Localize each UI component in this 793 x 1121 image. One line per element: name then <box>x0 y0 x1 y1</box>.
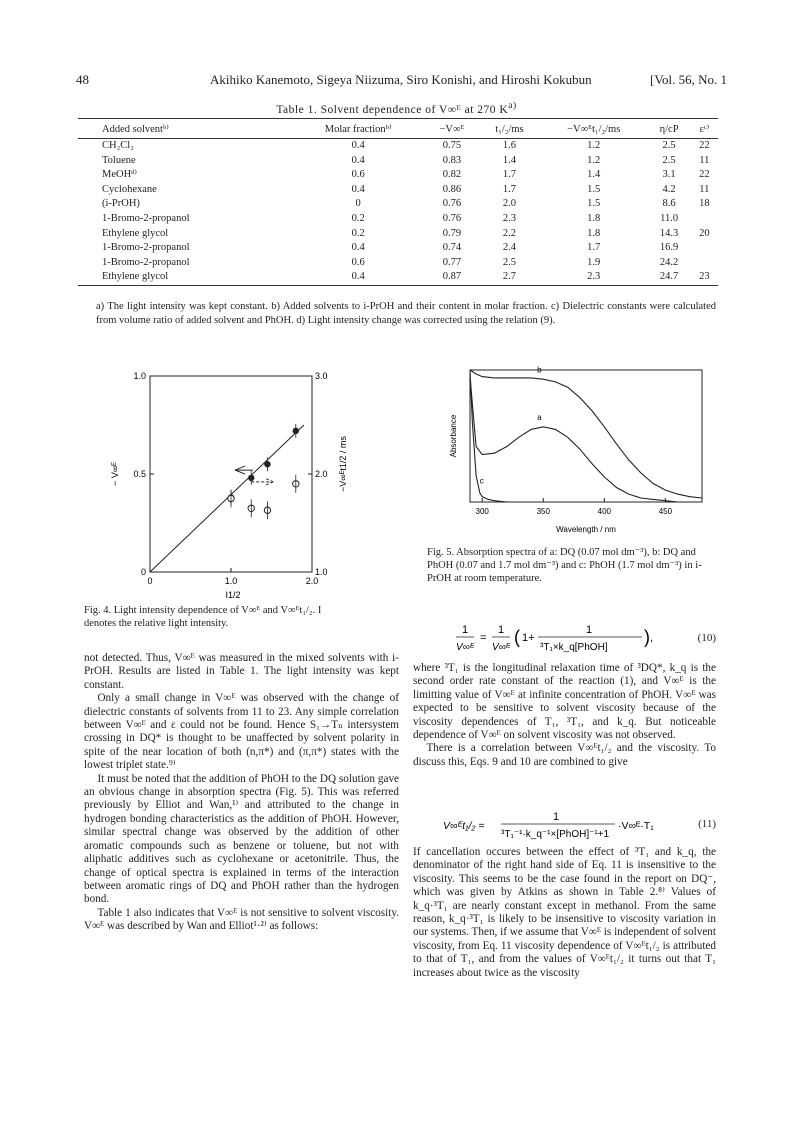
y-axis-label: Absorbance <box>449 414 458 458</box>
table-cell <box>691 241 718 256</box>
table-cell: 0.4 <box>292 270 425 285</box>
col-header: −V∞ᴱt₁/₂/ms <box>540 119 648 139</box>
table-cell: 0.4 <box>351 140 365 151</box>
table-row <box>78 154 718 169</box>
svg-text:1: 1 <box>462 624 469 636</box>
svg-text:1: 1 <box>586 624 593 636</box>
table-cell: 0.2 <box>351 212 365 224</box>
col-header: t₁/₂/ms <box>479 119 540 139</box>
table-cell: 2.5 <box>502 256 517 268</box>
table-row <box>78 270 718 285</box>
svg-text:(: ( <box>514 627 520 647</box>
table-cell: 1.2 <box>587 154 601 166</box>
x-tick-label: 1.0 <box>224 576 238 586</box>
col-header: η/cP <box>648 119 691 139</box>
series-label-c: c <box>479 476 484 486</box>
x-tick-label: 400 <box>597 507 611 516</box>
table-row <box>78 139 718 154</box>
table-cell: 22 <box>699 169 710 181</box>
y-tick-label: 0 <box>140 567 146 577</box>
table-cell: 0.75 <box>442 140 462 151</box>
table-cell <box>691 256 718 271</box>
col-header: εᶜ⁾ <box>691 119 718 139</box>
x-axis-label: I1/2 <box>225 590 241 600</box>
table-cell: 0.77 <box>442 256 462 268</box>
table-cell: 1-Bromo-2-propanol <box>102 242 190 254</box>
table-cell: Ethylene glycol <box>78 270 292 285</box>
table1-caption-sup: a) <box>508 100 517 111</box>
paragraph: Table 1 also indicates that V∞ᴱ is not sensitive to solvent viscosity. V∞ᴱ was described by Wan and Elliot¹·²⁾ as follows: <box>84 906 399 933</box>
table-cell: 20 <box>699 227 710 239</box>
table-cell: (i-PrOH) <box>102 198 140 210</box>
table-cell: 1-Bromo-2-propanol <box>102 212 190 224</box>
table-cell: 0.4 <box>351 154 365 166</box>
table-cell: Ethylene glycol <box>102 227 169 239</box>
equation-10 <box>456 620 716 656</box>
table-cell: 2.5 <box>662 154 676 166</box>
equation-10-graphic <box>456 620 716 656</box>
y-tick-label: 0.5 <box>133 469 146 479</box>
table-cell: 2.0 <box>502 198 517 210</box>
table-cell: 0.79 <box>442 227 462 239</box>
table-cell: 0.74 <box>442 242 462 254</box>
table-cell: 2.5 <box>662 140 676 151</box>
paragraph: Only a small change in V∞ᴱ was observed with the change of dielectric constants of solvents from 11 to 23. Any simple correlation between V∞ᴱ and ε could not be found. Hence S₁→Tₙ intersystem crossing in DQ* is thought to be unaffected by solvent polarity in spite of the near location of both (n,π*) and (π,π*) states with the lowest triplet state.⁹⁾ <box>84 692 399 772</box>
col-header: Molar fractionᵇ⁾ <box>292 119 425 139</box>
table-cell: 1.7 <box>587 242 601 254</box>
table-cell: 0 <box>355 198 361 210</box>
right-column-part2 <box>413 846 716 980</box>
table-row <box>78 227 718 242</box>
table1-caption-text: Table 1. Solvent dependence of V∞ᴱ at 270 K <box>276 103 509 116</box>
x-axis-label: Wavelength / nm <box>556 525 616 534</box>
table-cell: 14.3 <box>659 227 679 239</box>
y2-axis-label: −V∞ᴱt1/2 / ms <box>338 436 348 492</box>
svg-text:1+: 1+ <box>522 632 535 644</box>
table-cell: 4.2 <box>662 183 676 195</box>
y-axis-label: − V∞ᴱ <box>110 462 120 486</box>
table-cell: 22 <box>699 140 710 151</box>
series-label-b: b <box>537 365 542 375</box>
table-cell: MeOHᵈ⁾ <box>102 169 138 181</box>
equation-10-number: (10) <box>697 632 716 644</box>
svg-text:³T₁⁻¹·k_q⁻¹×[PhOH]⁻¹+1: ³T₁⁻¹·k_q⁻¹×[PhOH]⁻¹+1 <box>501 829 610 840</box>
table1-footnote: a) The light intensity was kept constant. b) Added solvents to i-PrOH and their content in molar fraction. c) Dielectric constants were calculated from volume ratio of added solvent and PhOH. d) Light intensity change was corrected using the relation (9). <box>96 301 716 326</box>
table-cell: 1.7 <box>502 183 517 195</box>
table-cell: 0.82 <box>442 169 462 181</box>
svg-text:³T₁×k_q[PhOH]: ³T₁×k_q[PhOH] <box>540 642 608 653</box>
table-cell: 0.87 <box>425 270 479 285</box>
table-cell: 1.9 <box>587 256 601 268</box>
series-label-a: a <box>537 413 542 423</box>
x-tick-label: 450 <box>658 507 673 516</box>
table-cell: 23 <box>691 270 718 285</box>
table-cell: 24.2 <box>659 256 679 268</box>
table-cell: 1.7 <box>502 169 517 181</box>
svg-text:V∞ᴱt₁/₂ =: V∞ᴱt₁/₂ = <box>443 820 485 832</box>
x-tick-label: 2.0 <box>305 576 319 586</box>
table-cell: 3.1 <box>662 169 676 181</box>
table-cell: 16.9 <box>659 242 679 254</box>
table-cell: 0.86 <box>442 183 462 195</box>
spectrum-line-b <box>470 370 702 498</box>
table-cell: 1.5 <box>587 183 601 195</box>
x-tick-label: 350 <box>536 507 550 516</box>
table1 <box>78 118 718 286</box>
spectrum-line-a <box>470 377 702 502</box>
x-tick-label: 300 <box>475 507 489 516</box>
svg-text:,: , <box>650 632 654 644</box>
table-cell: 0.6 <box>351 169 365 181</box>
arrow-left-indicator <box>235 466 253 474</box>
table-cell <box>691 212 718 227</box>
table-cell: 1.4 <box>502 154 517 166</box>
volume-info: [Vol. 56, No. 1 <box>650 72 728 87</box>
svg-text:1: 1 <box>553 811 560 823</box>
y2-tick-label: 2.0 <box>315 469 328 479</box>
equation-11 <box>413 808 716 842</box>
table-cell: 1-Bromo-2-propanol <box>102 256 190 268</box>
table-cell: 1.5 <box>587 198 601 210</box>
table1-header-row <box>78 119 718 139</box>
y2-tick-label: 1.0 <box>315 567 328 577</box>
figure-5-chart <box>430 362 710 542</box>
paragraph: If cancellation occures between the effect of ³T₁ and k_q, the denominator of the right hand side of Eq. 11 is insensitive to the viscosity. This seems to be the case found in the report on DQ⁻, which was given by Atkins as shown in Table 2.⁸⁾ Values of k_q·³T₁ are nearly constant except in methanol. From the same reason, k_q·³T₁ is likely to be insensitive to viscosity variation in our systems. Then, if we assume that V∞ᴱ is independent of solvent viscosity, from Eq. 11 viscosity dependence of V∞ᴱt₁/₂ is attributed to that of T₁, and from the values of V∞ᴱt₁/₂ it turns out that T₁ increases about twice as the viscosity <box>413 846 716 979</box>
equation-11-number: (11) <box>698 818 716 830</box>
figure-4-chart <box>100 362 360 602</box>
table-cell: 2.3 <box>540 270 648 285</box>
table-cell: 0.6 <box>351 256 365 268</box>
table-cell: 0.76 <box>442 198 462 210</box>
table-row <box>78 212 718 227</box>
table-cell: 1.8 <box>587 212 601 224</box>
paragraph: There is a correlation between V∞ᴱt₁/₂ and the viscosity. To discuss this, Eqs. 9 and 10 are combined to give <box>413 742 716 768</box>
running-authors: Akihiko Kanemoto, Sigeya Niizuma, Siro Konishi, and Hiroshi Kokubun <box>210 72 592 87</box>
equation-11-graphic <box>413 808 673 842</box>
table-row <box>78 241 718 256</box>
arrow-right-indicator <box>251 479 273 485</box>
page-number: 48 <box>76 72 89 87</box>
col-header: Added solventᵇ⁾ <box>78 119 292 139</box>
table-cell: 18 <box>699 198 710 210</box>
table-cell: 2.7 <box>479 270 540 285</box>
x-tick-label: 0 <box>147 576 153 586</box>
table-cell: 8.6 <box>662 198 676 210</box>
table-cell: 0.4 <box>351 183 365 195</box>
svg-text:1: 1 <box>498 624 505 636</box>
table-cell: Cyclohexane <box>102 183 157 195</box>
svg-text:V∞ᴱ: V∞ᴱ <box>492 642 511 653</box>
table-cell: 2.2 <box>502 227 517 239</box>
table-cell: 0.2 <box>351 227 365 239</box>
plot-frame <box>470 370 702 502</box>
table-cell: 1.4 <box>587 169 601 181</box>
figure-5-caption: Fig. 5. Absorption spectra of a: DQ (0.07 mol dm⁻³), b: DQ and PhOH (0.07 and 1.7 mol dm⁻³) and c: PhOH (1.7 mol dm⁻³) in i-PrOH at room temperature. <box>427 547 702 584</box>
left-column <box>84 652 399 934</box>
table-row <box>78 183 718 198</box>
table-cell: CH₂Cl₂ <box>102 140 134 151</box>
table-cell: Toluene <box>102 154 136 166</box>
table-cell: 0.83 <box>442 154 462 166</box>
svg-text:=: = <box>480 632 487 644</box>
table-cell: 11 <box>699 183 710 195</box>
table-cell: 1.6 <box>502 140 517 151</box>
table-cell: 11 <box>699 154 710 166</box>
paragraph: It must be noted that the addition of PhOH to the DQ solution gave an obvious change in absorption spectra (Fig. 5). This was referred previously by Elliot and Wan,¹⁾ and attributed to the change in hydrogen bonding characteristics as the addition of PhOH. However, similar spectral change was observed by the addition of other aromatic compounds such as benzene or toluene, but not with aliphatic additives such as cyclohexane or acetonitrile. Thus, the change of optical spectra is explained in terms of the interaction between aromatic rings of DQ and PhOH rather than the hydrogen bond. <box>84 772 399 906</box>
table-cell: 0.76 <box>442 212 462 224</box>
table-cell: 24.7 <box>648 270 691 285</box>
table-cell: 1.8 <box>587 227 601 239</box>
fit-line <box>150 425 304 572</box>
table1-caption <box>0 100 793 116</box>
table-row <box>78 197 718 212</box>
plot-frame <box>150 376 312 572</box>
table-row <box>78 168 718 183</box>
col-header: −V∞ᴱ <box>425 119 479 139</box>
table-row <box>78 256 718 271</box>
y-tick-label: 1.0 <box>133 371 146 381</box>
table-cell: 0.4 <box>351 242 365 254</box>
table-cell: 1.2 <box>587 140 601 151</box>
paragraph: not detected. Thus, V∞ᴱ was measured in the mixed solvents with i-PrOH. Results are listed in Table 1. The light intensity was kept constant. <box>84 652 399 691</box>
spectrum-line-c <box>470 370 702 502</box>
y2-tick-label: 3.0 <box>315 371 328 381</box>
table-cell: 11.0 <box>660 212 679 224</box>
paragraph: where ³T₁ is the longitudinal relaxation time of ³DQ*, k_q is the second order rate constant of the reaction (1), and V∞ᴱ is the limitting value of V∞ᴱ at infinite concentration of PhOH. V∞ᴱ was expected to be sensitive to solvent viscosity because of the viscosity dependences of T₁, ³T₁, and k_q. But noticeable dependence of V∞ᴱ on solvent viscosity was not observed. <box>413 662 716 742</box>
table-cell: 2.3 <box>502 212 517 224</box>
table-cell: 2.4 <box>502 242 517 254</box>
svg-text:·V∞ᴱ·T₁: ·V∞ᴱ·T₁ <box>618 820 654 832</box>
figure-4-caption: Fig. 4. Light intensity dependence of V∞ᴱ and V∞ᴱt₁/₂. I denotes the relative light intensity. <box>84 605 322 629</box>
svg-text:V∞ᴱ: V∞ᴱ <box>456 642 475 653</box>
right-column-part1 <box>413 662 716 769</box>
svg-text:): ) <box>644 627 650 647</box>
